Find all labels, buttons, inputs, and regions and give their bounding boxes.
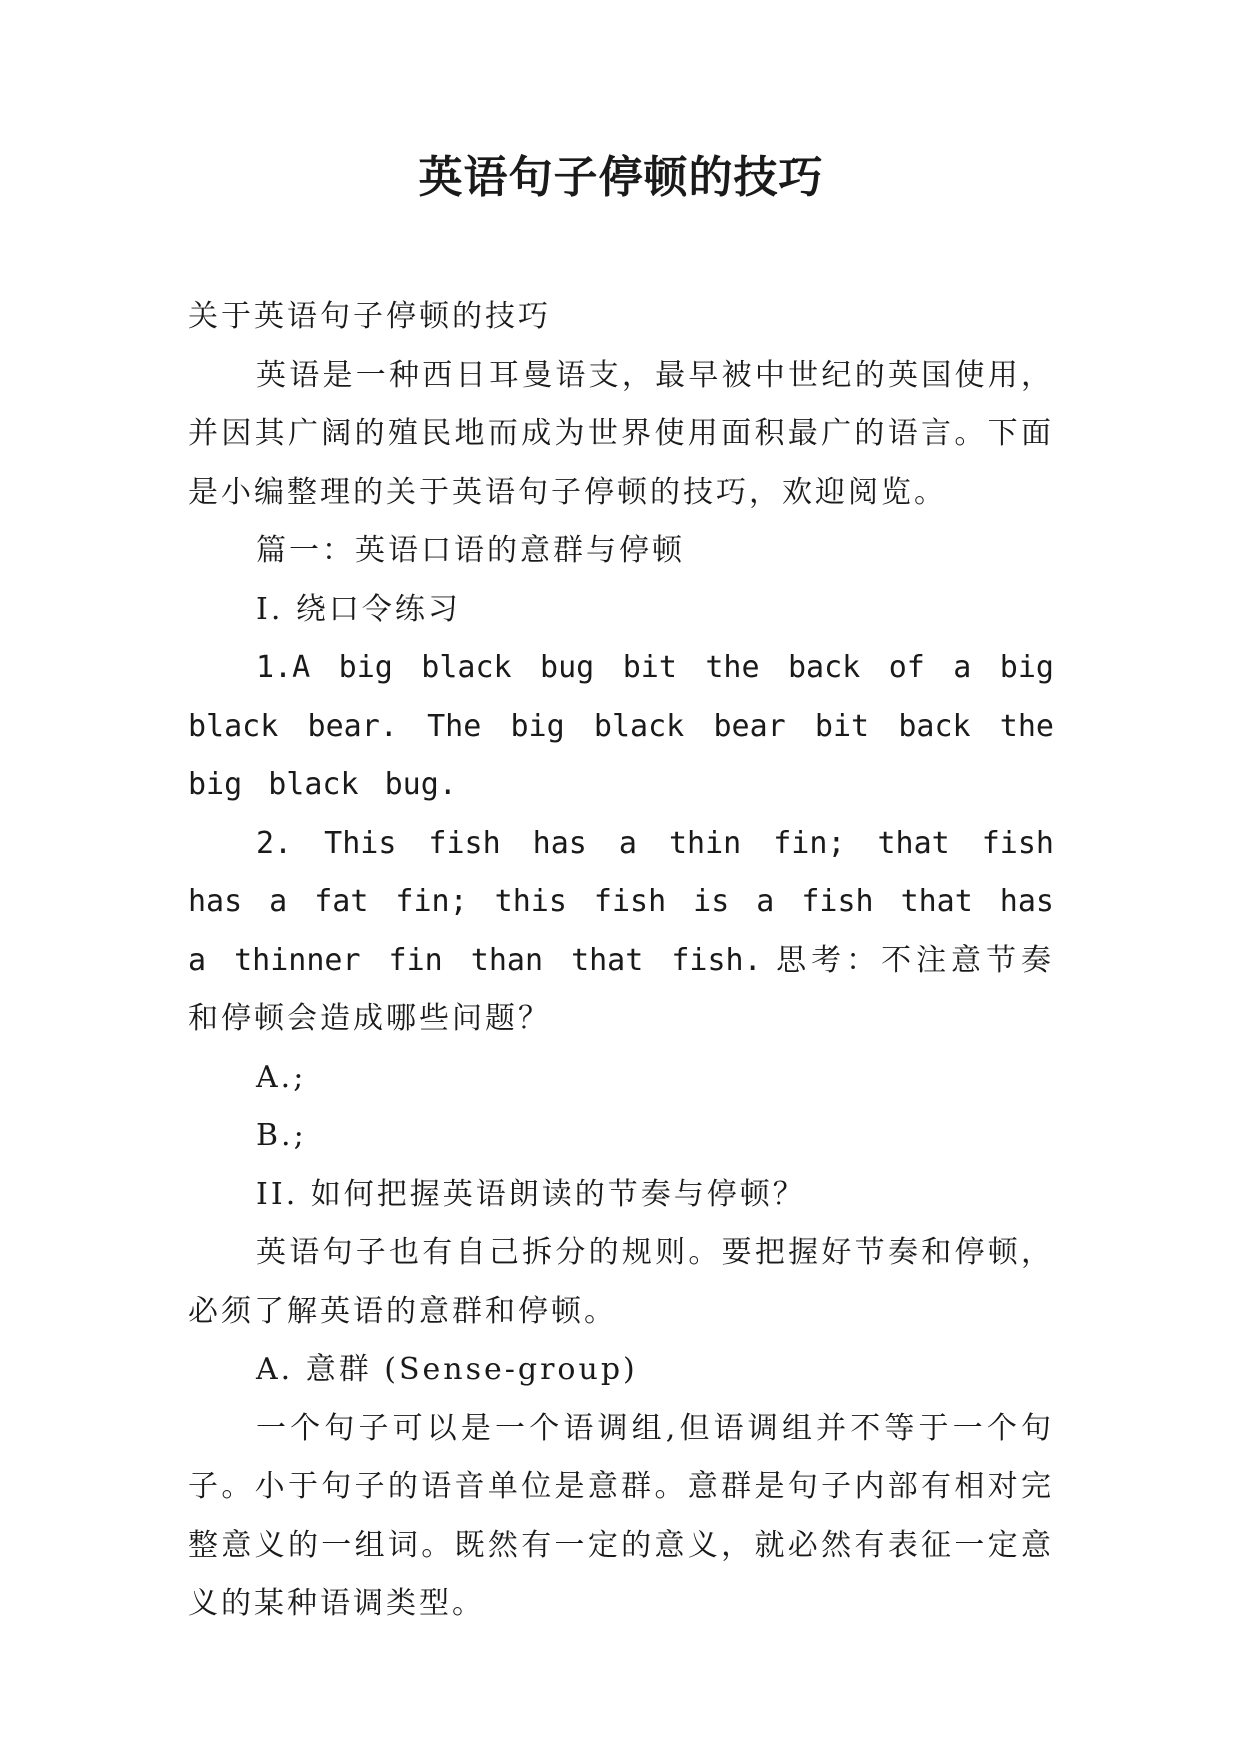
sense-group-heading: A. 意群 (Sense-group) [256,1352,638,1387]
thinking-question: 思考：不注意节奏和停顿会造成哪些问题？ [188,942,1054,1036]
rhythm-paragraph: 英语句子也有自己拆分的规则。要把握好节奏和停顿，必须了解英语的意群和停顿。 [188,1235,1054,1329]
sense-group-paragraph: 一个句子可以是一个语调组,但语调组并不等于一个句子。小于句子的语音单位是意群。意群是句子内部有相对完整意义的一组词。既然有一定的意义，就必然有表征一定意义的某种语调类型。 [188,1410,1054,1621]
subsection-heading-rhythm: II. 如何把握英语朗读的节奏与停顿？ [256,1176,806,1212]
intro-paragraph: 英语是一种西日耳曼语支，最早被中世纪的英国使用，并因其广阔的殖民地而成为世界使用面积最广的语言。下面是小编整理的关于英语句子停顿的技巧，欢迎阅览。 [188,357,1054,510]
answer-b: B.; [256,1118,307,1153]
subsection-heading-tongue-twister: I. 绕口令练习 [256,591,461,627]
tongue-twister-1: 1.A big black bug bit the back of a big black bear. The big black bear bit back the big black bug. [188,650,1054,802]
document-title: 英语句子停顿的技巧 [418,152,824,203]
tongue-twister-2: 2. This fish has a thin fin; that fish has a fat fin; this fish is a fish that has a thinner fin than that fish. [188,825,1054,978]
document-body [188,288,1054,1634]
answer-a: A.; [256,1059,307,1095]
subtitle-line: 关于英语句子停顿的技巧 [188,299,551,334]
tongue-twister-2-paragraph [188,815,1054,1049]
section-heading-1: 篇一：英语口语的意群与停顿 [256,533,685,568]
